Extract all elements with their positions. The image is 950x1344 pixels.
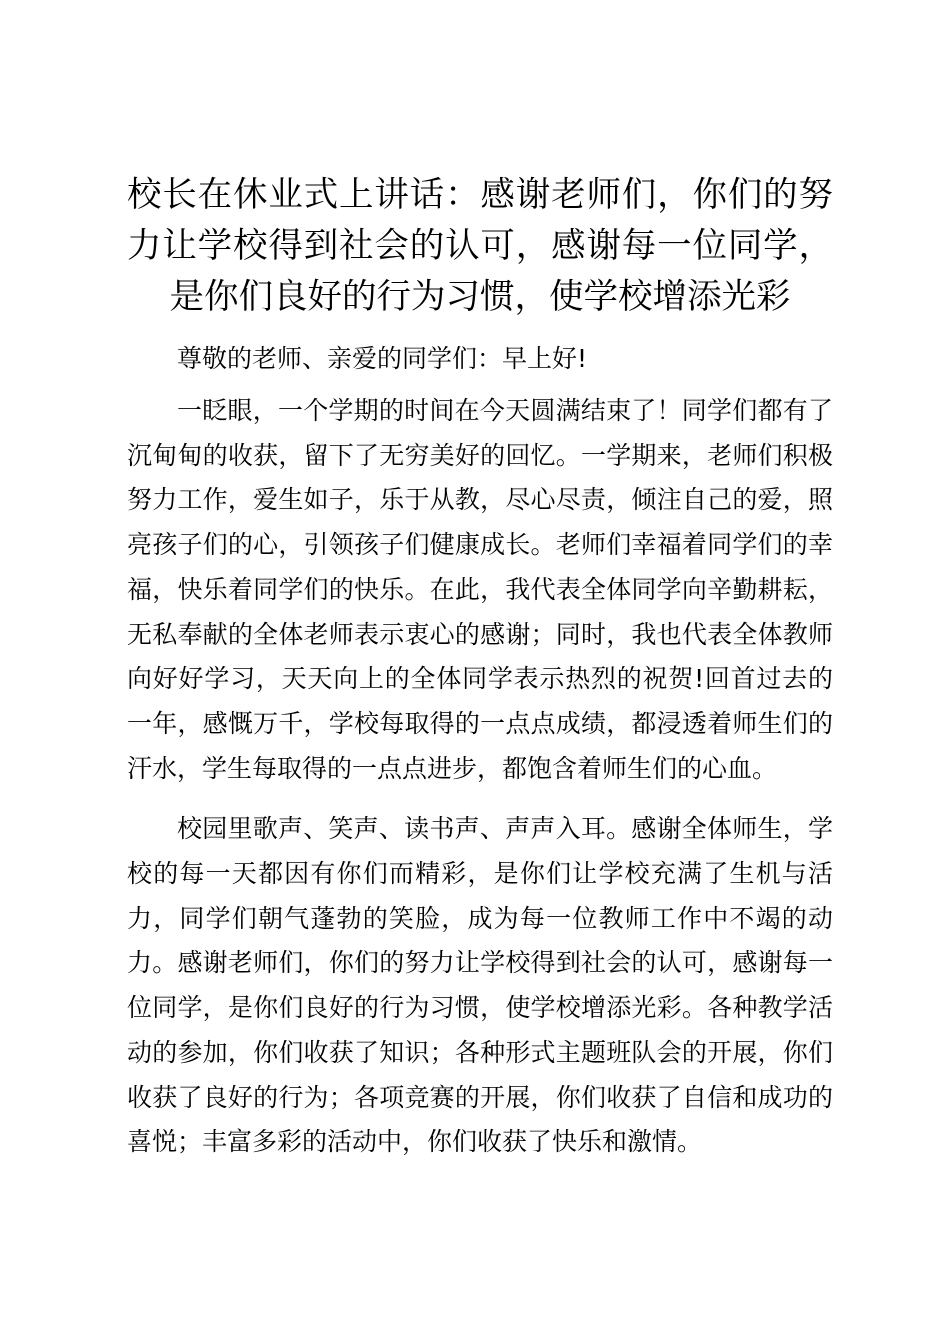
document-title: 校长在休业式上讲话：感谢老师们，你们的努力让学校得到社会的认可，感谢每一位同学，是你们良好的行为习惯，使学校增添光彩 bbox=[127, 175, 833, 317]
greeting-line: 尊敬的老师、亲爱的同学们：早上好! bbox=[177, 344, 588, 373]
body-paragraph-1: 一眨眼，一个学期的时间在今天圆满结束了！同学们都有了沉甸甸的收获，留下了无穷美好的回忆。一学期来，老师们积极努力工作，爱生如子，乐于从教，尽心尽责，倾注自己的爱，照亮孩子们的心，引领孩子们健康成长。老师们幸福着同学们的幸福，快乐着同学们的快乐。在此，我代表全体同学向辛勤耕耘，无私奉献的全体老师表示衷心的感谢；同时，我也代表全体教师向好好学习，天天向上的全体同学表示热烈的祝贺!回首过去的一年，感慨万千，学校每取得的一点点成绩，都浸透着师生们的汗水，学生每取得的一点点进步，都饱含着师生们的心血。 bbox=[127, 396, 833, 783]
body-paragraph-2: 校园里歌声、笑声、读书声、声声入耳。感谢全体师生，学校的每一天都因有你们而精彩，是你们让学校充满了生机与活力，同学们朝气蓬勃的笑脸，成为每一位教师工作中不竭的动力。感谢老师们，你们的努力让学校得到社会的认可，感谢每一位同学，是你们良好的行为习惯，使学校增添光彩。各种教学活动的参加，你们收获了知识；各种形式主题班队会的开展，你们收获了良好的行为；各项竞赛的开展，你们收获了自信和成功的喜悦；丰富多彩的活动中，你们收获了快乐和激情。 bbox=[127, 814, 833, 1157]
document-page bbox=[127, 170, 833, 1165]
